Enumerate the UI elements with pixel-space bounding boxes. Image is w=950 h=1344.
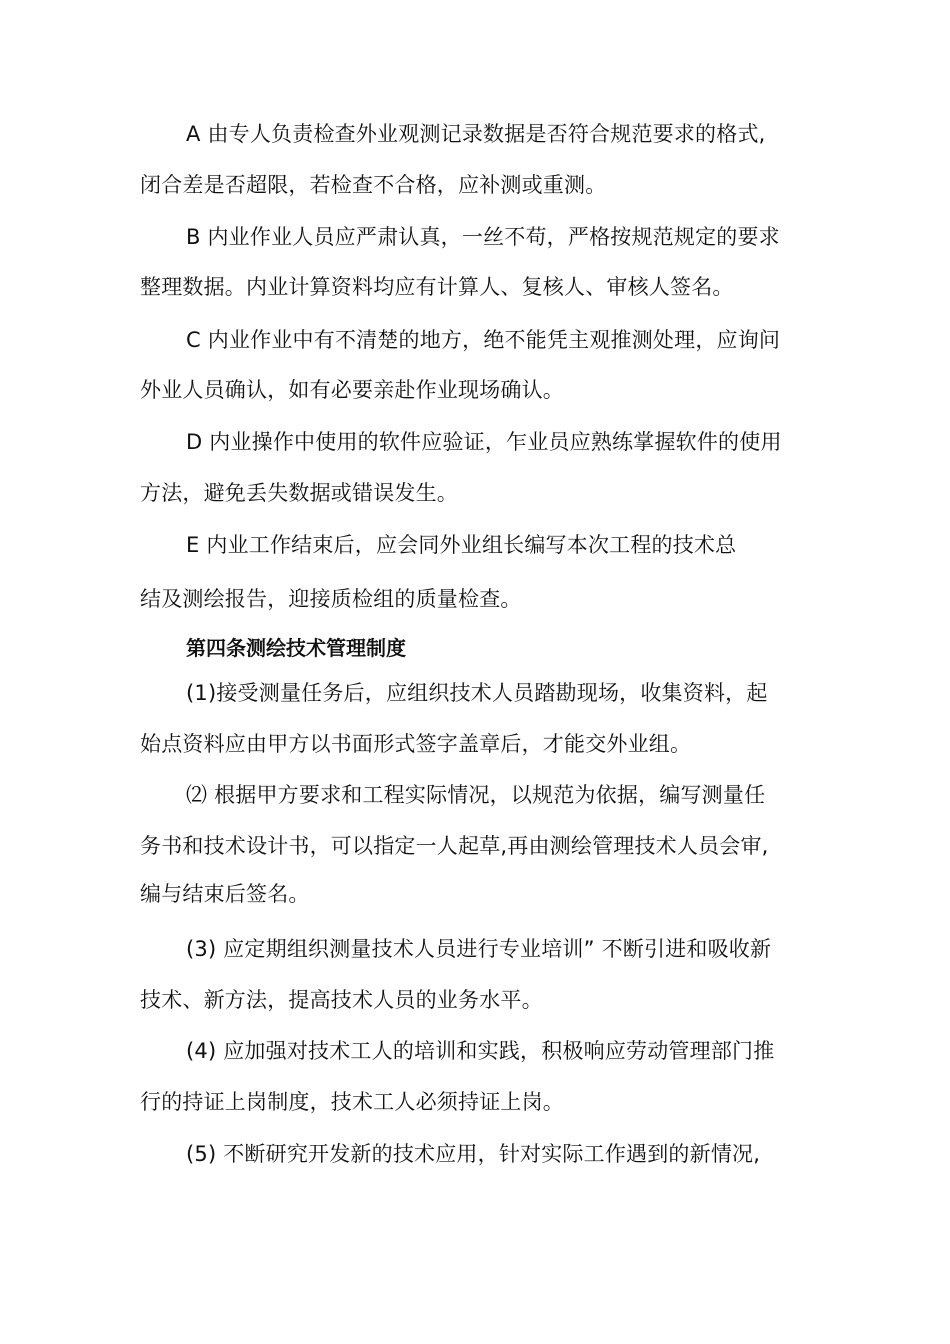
item-2-line-2: 务书和技术设计书，可以指定一人起草,再由测绘管理技术人员会审, — [140, 834, 769, 858]
item-1-line-1: (1)接受测量任务后，应组织技术人员踏勘现场，收集资料，起 — [186, 681, 768, 705]
item-5-line-1: (5) 不断研究开发新的技术应用，针对实际工作遇到的新情况, — [186, 1142, 761, 1166]
paragraph-e-line-1: E 内业工作结束后，应会同外业组长编写本次工程的技术总 — [186, 533, 737, 557]
item-3-line-2: 技术、新方法，提高技术人员的业务水平。 — [140, 988, 543, 1012]
item-3-line-1: (3) 应定期组织测量技术人员进行专业培训” 不断引进和吸收新 — [186, 937, 772, 961]
section-heading: 第四条测绘技术管理制度 — [186, 636, 406, 660]
item-2-line-3: 编与结束后签名。 — [140, 882, 310, 906]
paragraph-c-line-1: C 内业作业中有不清楚的地方，绝不能凭主观推测处理，应询问 — [186, 328, 781, 352]
item-2-line-1: ⑵ 根据甲方要求和工程实际情况，以规范为依据，编写测量任 — [186, 783, 766, 807]
paragraph-a-line-1: A 由专人负责检查外业观测记录数据是否符合规范要求的格式, — [186, 122, 766, 146]
paragraph-c-line-2: 外业人员确认，如有必要亲赴作业现场确认。 — [140, 378, 564, 402]
item-4-line-1: (4) 应加强对技术工人的培训和实践，积极响应劳动管理部门推 — [186, 1039, 775, 1063]
paragraph-e-line-2: 结及测绘报告，迎接质检组的质量检查。 — [140, 587, 522, 611]
paragraph-d-line-2: 方法，避免丢失数据或错误发生。 — [140, 481, 458, 505]
paragraph-b-line-1: B 内业作业人员应严肃认真，一丝不苟，严格按规范规定的要求 — [186, 225, 780, 249]
item-1-line-2: 始点资料应由甲方以书面形式签字盖章后，才能交外业组。 — [140, 732, 692, 756]
paragraph-a-line-2: 闭合差是否超限，若检查不合格，应补测或重测。 — [140, 173, 607, 197]
item-4-line-2: 行的持证上岗制度，技术工人必须持证上岗。 — [140, 1090, 564, 1114]
paragraph-d-line-1: D 内业操作中使用的软件应验证，乍业员应熟练掌握软件的使用 — [186, 430, 782, 454]
paragraph-b-line-2: 整理数据。内业计算资料均应有计算人、复核人、审核人签名。 — [140, 275, 734, 299]
